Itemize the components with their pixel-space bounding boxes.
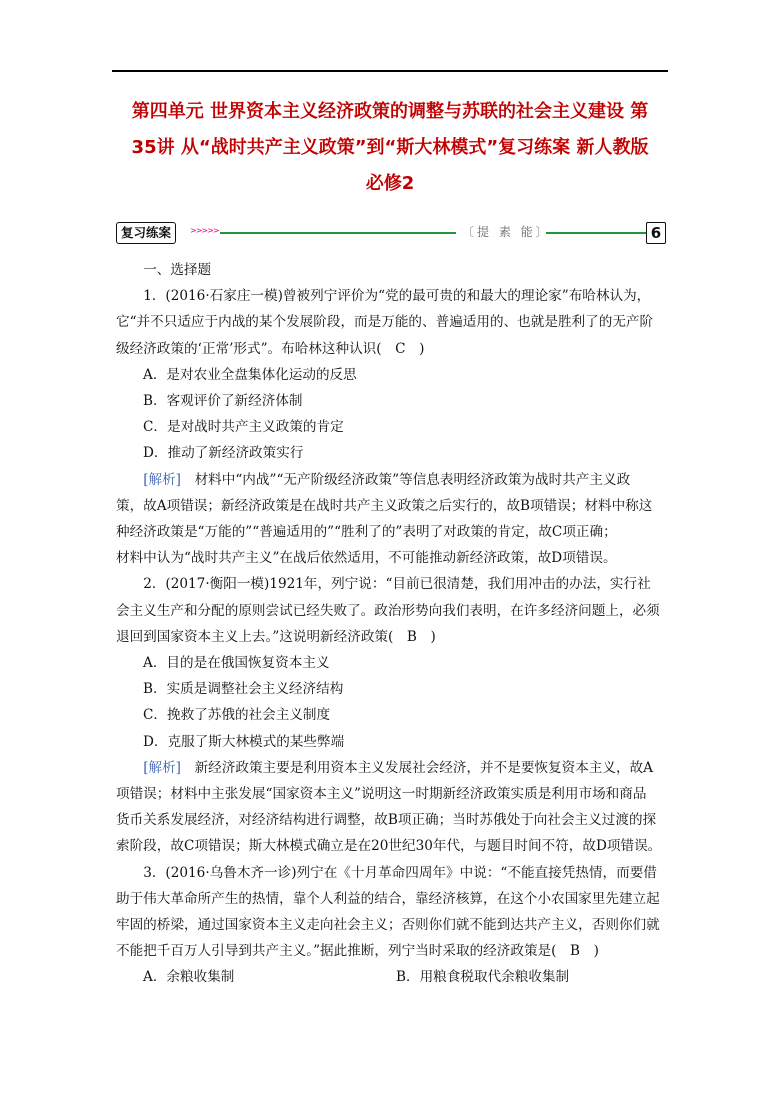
header-rule bbox=[112, 70, 668, 72]
question-line: 会主义生产和分配的原则尝试已经失败了。政治形势向我们表明，在许多经济问题上，必须 bbox=[116, 602, 660, 619]
question-line: 1．(2016·石家庄一模)曾被列宁评价为“党的最可贵的和最大的理论家”布哈林认为， bbox=[143, 288, 651, 305]
question-line: 助于伟大革命所产生的热情，靠个人利益的结合，靠经济核算，在这个小农国家里先建立起 bbox=[116, 890, 660, 907]
question-3 bbox=[116, 860, 668, 991]
banner-line-right bbox=[546, 232, 646, 234]
banner-number: 6 bbox=[646, 222, 666, 244]
title-line: 35讲 从“战时共产主义政策”到“斯大林模式”复习练案 新人教版 bbox=[131, 137, 649, 158]
question-line: 不能把千百万人引导到共产主义。”据此推断，列宁当时采取的经济政策是( B ) bbox=[116, 943, 599, 960]
question-line: 3．(2016·乌鲁木齐一诊)列宁在《十月革命四周年》中说：“不能直接凭热情，而要借 bbox=[143, 864, 657, 881]
option-d: D．克服了斯大林模式的某些弊端 bbox=[143, 733, 345, 750]
option-c: C．是对战时共产主义政策的肯定 bbox=[143, 419, 344, 436]
banner-label: 复习练案 bbox=[116, 222, 176, 244]
option-a: A．是对农业全盘集体化运动的反思 bbox=[143, 366, 357, 383]
banner-arrows: >>>>> bbox=[190, 226, 219, 235]
section-banner bbox=[116, 222, 666, 244]
title-line: 必修2 bbox=[365, 173, 415, 194]
analysis-line: 货币关系发展经济，对经济结构进行调整，故B项正确；当时苏俄处于向社会主义过渡的探 bbox=[116, 812, 657, 829]
document-title bbox=[112, 94, 668, 202]
analysis-line bbox=[116, 755, 668, 781]
question-1 bbox=[116, 283, 668, 571]
question-2 bbox=[116, 571, 668, 859]
option-b: B．实质是调整社会主义经济结构 bbox=[143, 681, 344, 698]
question-line: 2．(2017·衡阳一模)1921年，列宁说：“目前已很清楚，我们用冲击的办法，实行社 bbox=[143, 576, 651, 593]
section-heading: 一、选择题 bbox=[143, 262, 212, 278]
analysis-line: 材料中认为“战时共产主义”在战后依然适用，不可能推动新经济政策，故D项错误。 bbox=[116, 550, 617, 567]
option-a: A．余粮收集制 bbox=[143, 969, 235, 986]
question-line: 退回到国家资本主义上去。”这说明新经济政策( B ) bbox=[116, 628, 436, 645]
question-line: 级经济政策的‘正常’形式”。布哈林这种认识( C ) bbox=[116, 340, 425, 357]
analysis-line: 索阶段，故C项错误；斯大林模式确立是在20世纪30年代，与题目时间不符，故D项错误。 bbox=[116, 838, 662, 855]
option-b: B．用粮食税取代余粮收集制 bbox=[396, 969, 570, 986]
document-body bbox=[116, 257, 668, 991]
banner-center-text: 〔提 素 能〕 bbox=[462, 225, 551, 239]
option-a: A．目的是在俄国恢复资本主义 bbox=[143, 655, 330, 672]
analysis-tag: [解析] bbox=[143, 759, 181, 776]
analysis-text: 材料中“内战”“无产阶级经济政策”等信息表明经济政策为战时共产主义政 bbox=[180, 471, 631, 488]
analysis-line: 策，故A项错误；新经济政策是在战时共产主义政策之后实行的，故B项错误；材料中称这 bbox=[116, 497, 653, 514]
option-row bbox=[116, 964, 668, 990]
question-line: 牢固的桥梁，通过国家资本主义走向社会主义；否则你们就不能到达共产主义，否则你们就 bbox=[116, 917, 660, 934]
banner-line-left bbox=[220, 232, 456, 234]
analysis-text: 新经济政策主要是利用资本主义发展社会经济，并不是要恢复资本主义，故A bbox=[180, 759, 653, 776]
option-d: D．推动了新经济政策实行 bbox=[143, 445, 304, 462]
option-c: C．挽救了苏俄的社会主义制度 bbox=[143, 707, 331, 724]
analysis-line: 种经济政策是“万能的”“普遍适用的”“胜利了的”表明了对政策的肯定，故C项正确； bbox=[116, 524, 617, 541]
analysis-tag: [解析] bbox=[143, 471, 181, 488]
question-line: 它“并不只适应于内战的某个发展阶段，而是万能的、普遍适用的、也就是胜利了的无产阶 bbox=[116, 314, 654, 331]
title-line: 第四单元 世界资本主义经济政策的调整与苏联的社会主义建设 第 bbox=[131, 101, 649, 122]
analysis-line bbox=[116, 467, 668, 493]
analysis-line: 项错误；材料中主张发展“国家资本主义”说明这一时期新经济政策实质是利用市场和商品 bbox=[116, 786, 647, 803]
option-b: B．客观评价了新经济体制 bbox=[143, 393, 303, 410]
